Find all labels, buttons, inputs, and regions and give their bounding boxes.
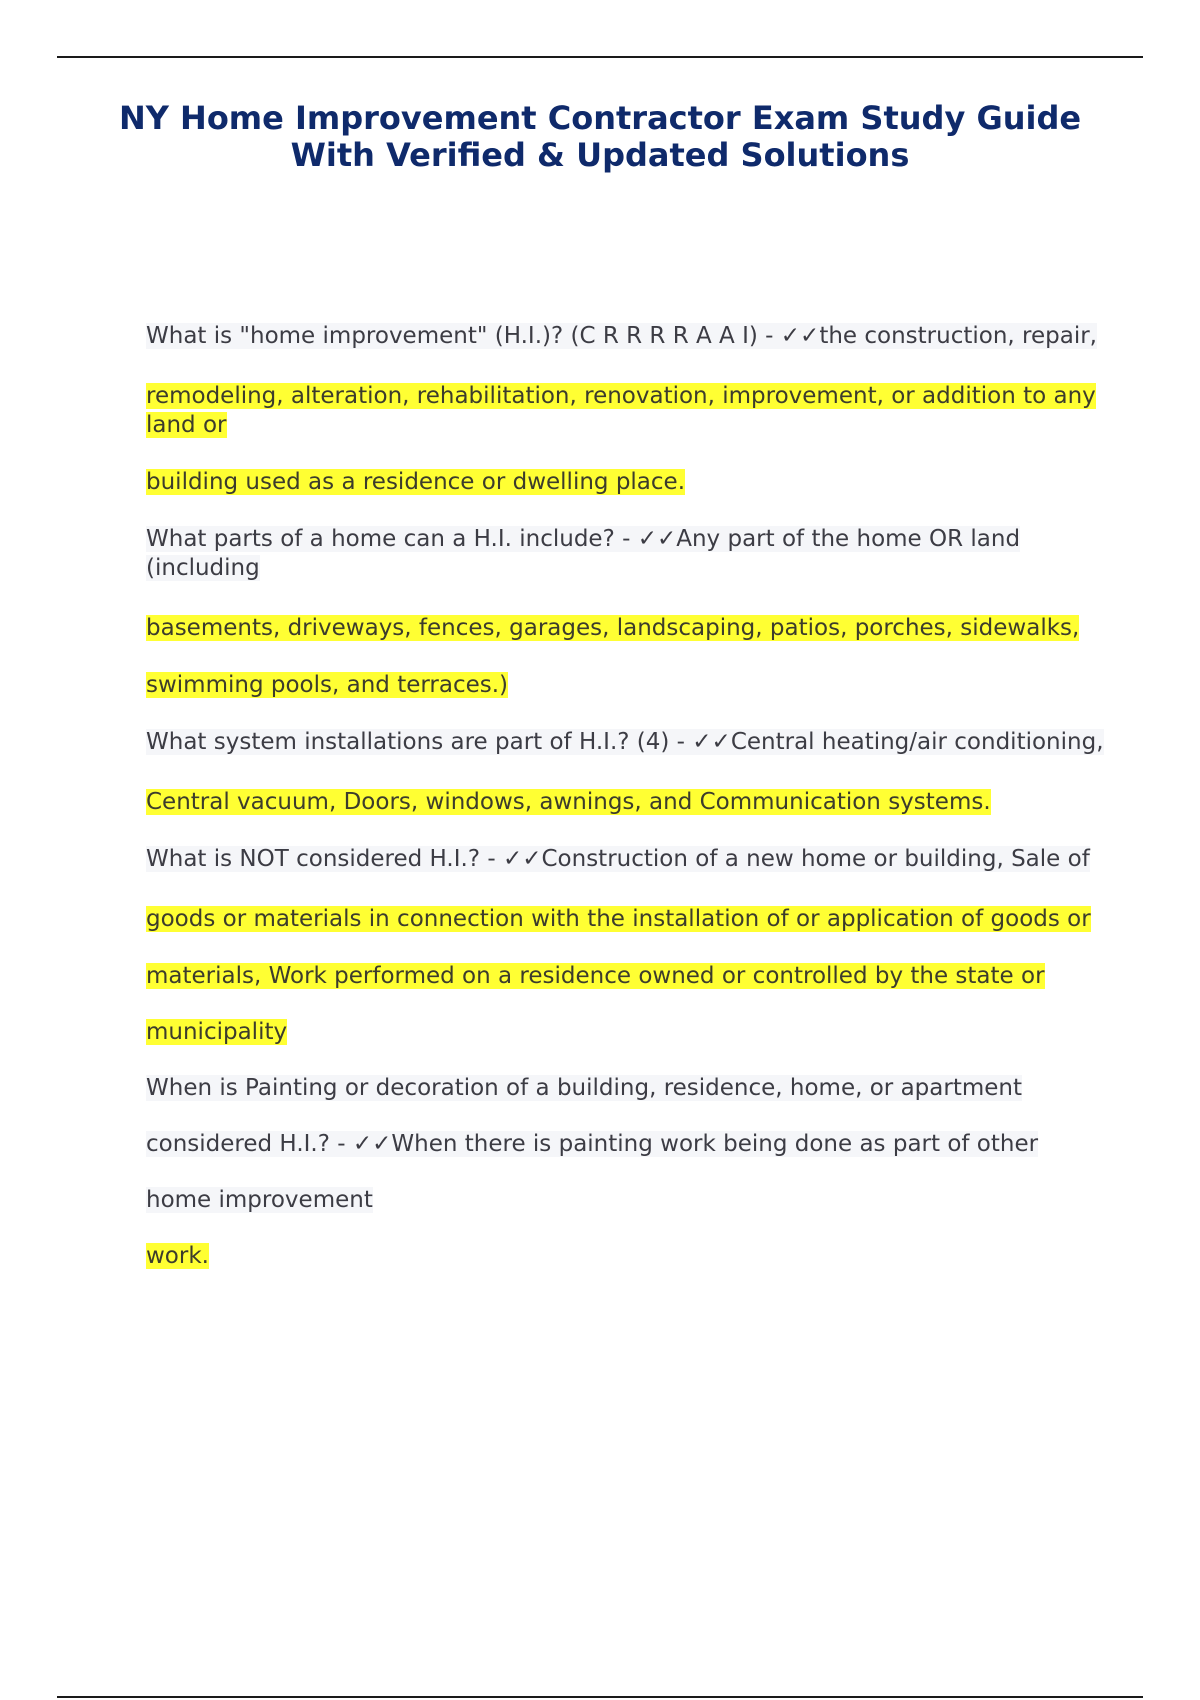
question-paragraph	[146, 845, 1106, 874]
highlighted-answer: work.	[146, 1243, 209, 1269]
question-text: What is NOT considered H.I.? - ✓✓Construction of a new home or building, Sale of	[146, 846, 1090, 872]
document-title	[80, 100, 1120, 174]
answer-paragraph	[146, 468, 1106, 497]
highlighted-answer: building used as a residence or dwelling place.	[146, 469, 686, 495]
question-text: What parts of a home can a H.I. include? - ✓✓Any part of the home OR land (including	[146, 526, 1021, 581]
highlighted-answer: Central vacuum, Doors, windows, awnings, and Communication systems.	[146, 789, 991, 815]
answer-paragraph	[146, 788, 1106, 817]
highlighted-answer: goods or materials in connection with the installation of or application of goods or	[146, 906, 1091, 932]
highlighted-answer: remodeling, alteration, rehabilitation, renovation, improvement, or addition to any land or	[146, 383, 1096, 438]
answer-paragraph	[146, 1242, 1106, 1271]
highlighted-answer: basements, driveways, fences, garages, landscaping, patios, porches, sidewalks,	[146, 615, 1080, 641]
answer-paragraph	[146, 614, 1106, 643]
question-text: What is "home improvement" (H.I.)? (C R R R R A A I) - ✓✓the construction, repair,	[146, 323, 1097, 349]
highlighted-answer: swimming pools, and terraces.)	[146, 672, 509, 698]
question-text: considered H.I.? - ✓✓When there is painting work being done as part of other	[146, 1131, 1039, 1157]
answer-paragraph	[146, 382, 1106, 440]
question-paragraph	[146, 525, 1106, 583]
question-paragraph	[146, 322, 1106, 351]
title-line-1: NY Home Improvement Contractor Exam Study Guide	[118, 99, 1082, 137]
answer-paragraph	[146, 1018, 1106, 1047]
question-paragraph	[146, 1186, 1106, 1215]
question-text: What system installations are part of H.I.? (4) - ✓✓Central heating/air conditioning,	[146, 729, 1104, 755]
answer-paragraph	[146, 671, 1106, 700]
question-text: When is Painting or decoration of a building, residence, home, or apartment	[146, 1075, 1022, 1101]
study-guide-body	[146, 322, 1106, 1271]
top-rule	[57, 56, 1143, 58]
question-paragraph	[146, 728, 1106, 757]
question-text: home improvement	[146, 1187, 373, 1213]
question-paragraph	[146, 1130, 1106, 1159]
highlighted-answer: materials, Work performed on a residence owned or controlled by the state or	[146, 963, 1045, 989]
answer-paragraph	[146, 962, 1106, 991]
question-paragraph	[146, 1074, 1106, 1103]
highlighted-answer: municipality	[146, 1019, 288, 1045]
title-line-2: With Verified & Updated Solutions	[290, 136, 910, 174]
bottom-rule	[57, 1696, 1143, 1698]
answer-paragraph	[146, 905, 1106, 934]
